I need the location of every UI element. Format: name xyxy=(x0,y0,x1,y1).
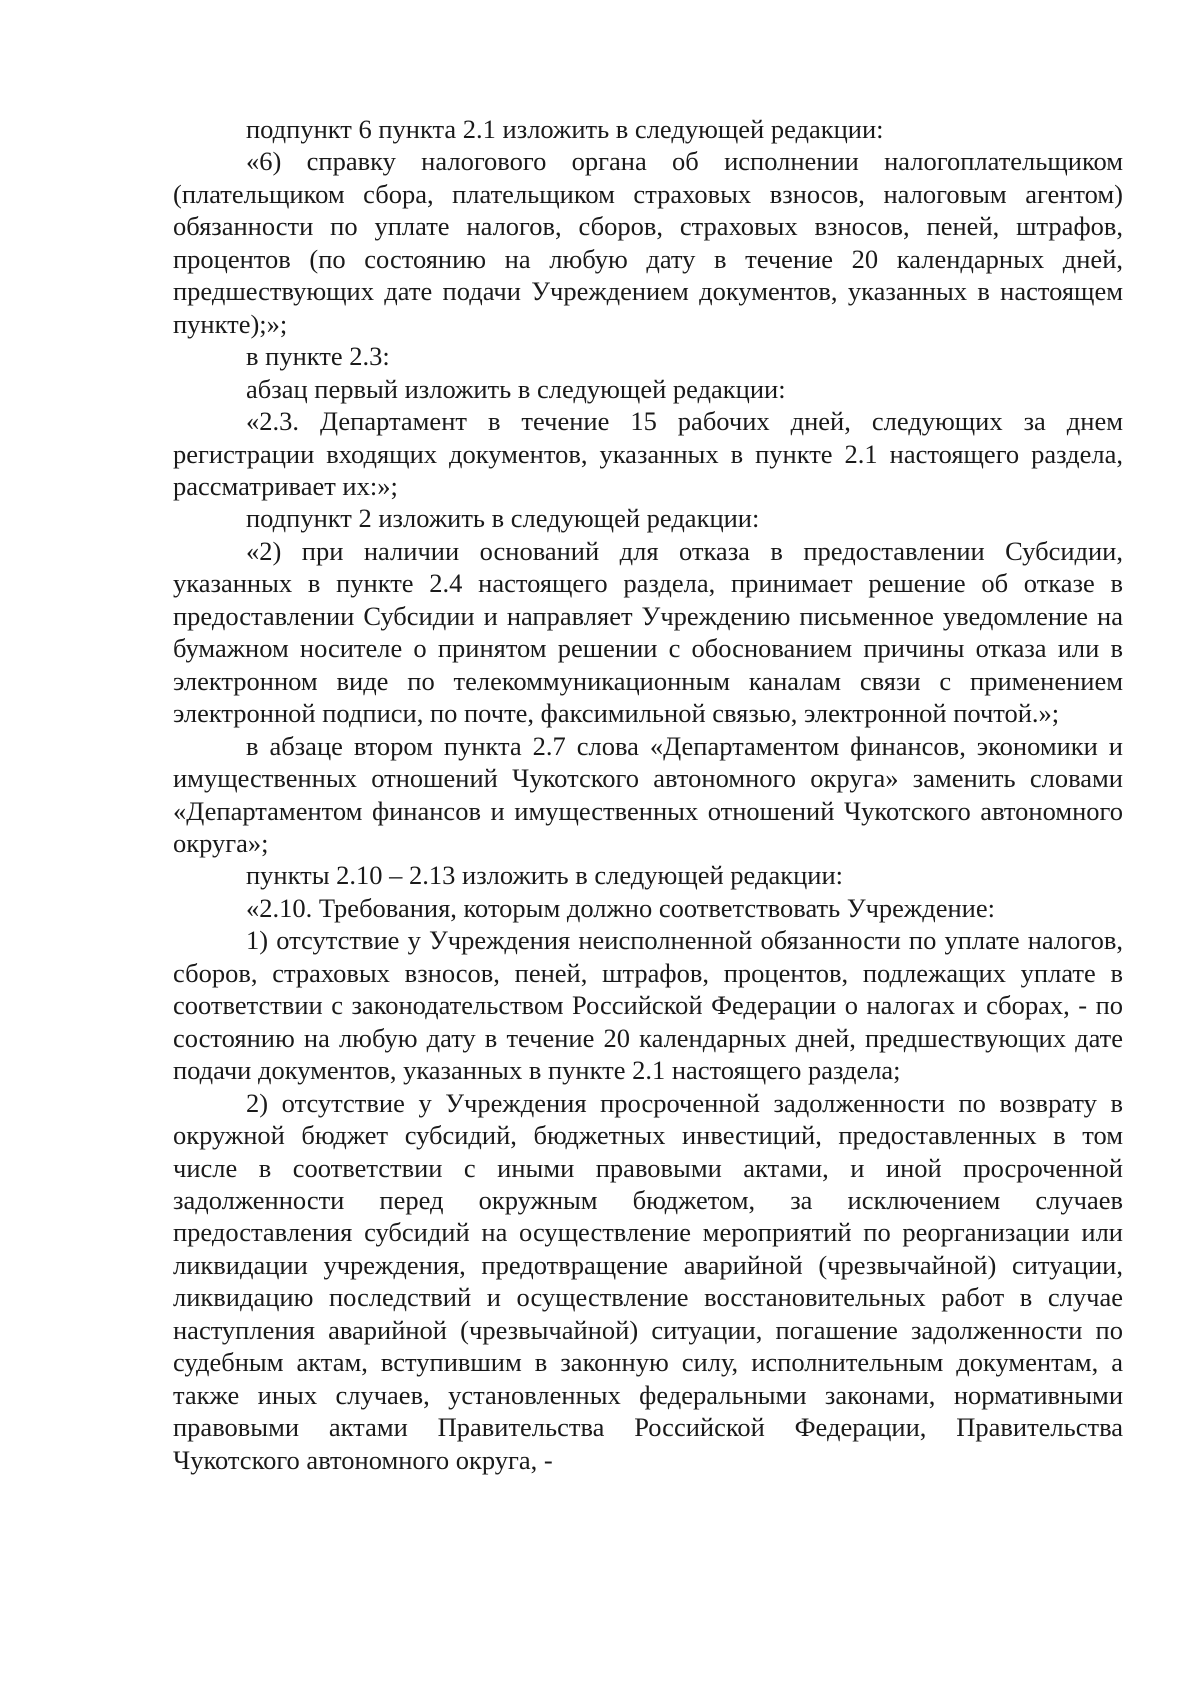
paragraph-2-3-text: «2.3. Департамент в течение 15 рабочих дней, следующих за днем регистрации входящих документов, указанных в пункте 2.1 настоящего раздела, рассматривает их:»; xyxy=(173,406,1123,501)
document-body xyxy=(173,113,1123,1476)
paragraph-requirement-2: 2) отсутствие у Учреждения просроченной задолженности по возврату в окружной бюджет субсидий, бюджетных инвестиций, предоставленных в том числе в соответствии с иными правовыми актами, и иной просроченной задолженности перед окружным бюджетом, за исключением случаев предоставления субсидий на осуществление мероприятий по реорганизации или ликвидации учреждения, предотвращение аварийной (чрезвычайной) ситуации, ликвидацию последствий и осуществление восстановительных работ в случае наступления аварийной (чрезвычайной) ситуации, погашение задолженности по судебным актам, вступившим в законную силу, исполнительным документам, а также иных случаев, установленных федеральными законами, нормативными правовыми актами Правительства Российской Федерации, Правительства Чукотского автономного округа, - xyxy=(173,1087,1123,1475)
paragraph-subpoint-6-text: «6) справку налогового органа об исполнении налогоплательщиком (плательщиком сбора, плательщиком страховых взносов, налоговым агентом) обязанности по уплате налогов, сборов, страховых взносов, пеней, штрафов, процентов (по состоянию на любую дату в течение 20 календарных дней, предшествующих дате подачи Учреждением документов, указанных в настоящем пункте);»; xyxy=(173,146,1123,339)
paragraph-requirement-1: 1) отсутствие у Учреждения неисполненной обязанности по уплате налогов, сборов, страховых взносов, пеней, штрафов, процентов, подлежащих уплате в соответствии с законодательством Российской Федерации о налогах и сборах, - по состоянию на любую дату в течение 20 календарных дней, предшествующих дате подачи документов, указанных в пункте 2.1 настоящего раздела; xyxy=(173,925,1123,1086)
paragraph-subpoint-2-intro: подпункт 2 изложить в следующей редакции: xyxy=(246,503,760,534)
paragraph-subpoint-2-text: «2) при наличии оснований для отказа в предоставлении Субсидии, указанных в пункте 2.4 настоящего раздела, принимает решение об отказе в предоставлении Субсидии и направляет Учреждению письменное уведомление на бумажном носителе о принятом решении с обоснованием причины отказа или в электронном виде по телекоммуникационным каналам связи с применением электронной подписи, по почте, факсимильной связью, электронной почтой.»; xyxy=(173,535,1123,729)
paragraph-points-2-10-2-13-intro: пункты 2.10 – 2.13 изложить в следующей редакции: xyxy=(246,860,844,891)
paragraph-subpoint-6-intro: подпункт 6 пункта 2.1 изложить в следующей редакции: xyxy=(246,114,884,144)
paragraph-2-10-heading: «2.10. Требования, которым должно соответствовать Учреждение: xyxy=(246,892,995,923)
paragraph-first-abzac-intro: абзац первый изложить в следующей редакции: xyxy=(246,373,786,404)
paragraph-point-2-7: в абзаце втором пункта 2.7 слова «Департаментом финансов, экономики и имущественных отношений Чукотского автономного округа» заменить словами «Департаментом финансов и имущественных отношений Чукотского автономного округа»; xyxy=(173,730,1123,858)
paragraph-point-2-3: в пункте 2.3: xyxy=(246,341,390,372)
